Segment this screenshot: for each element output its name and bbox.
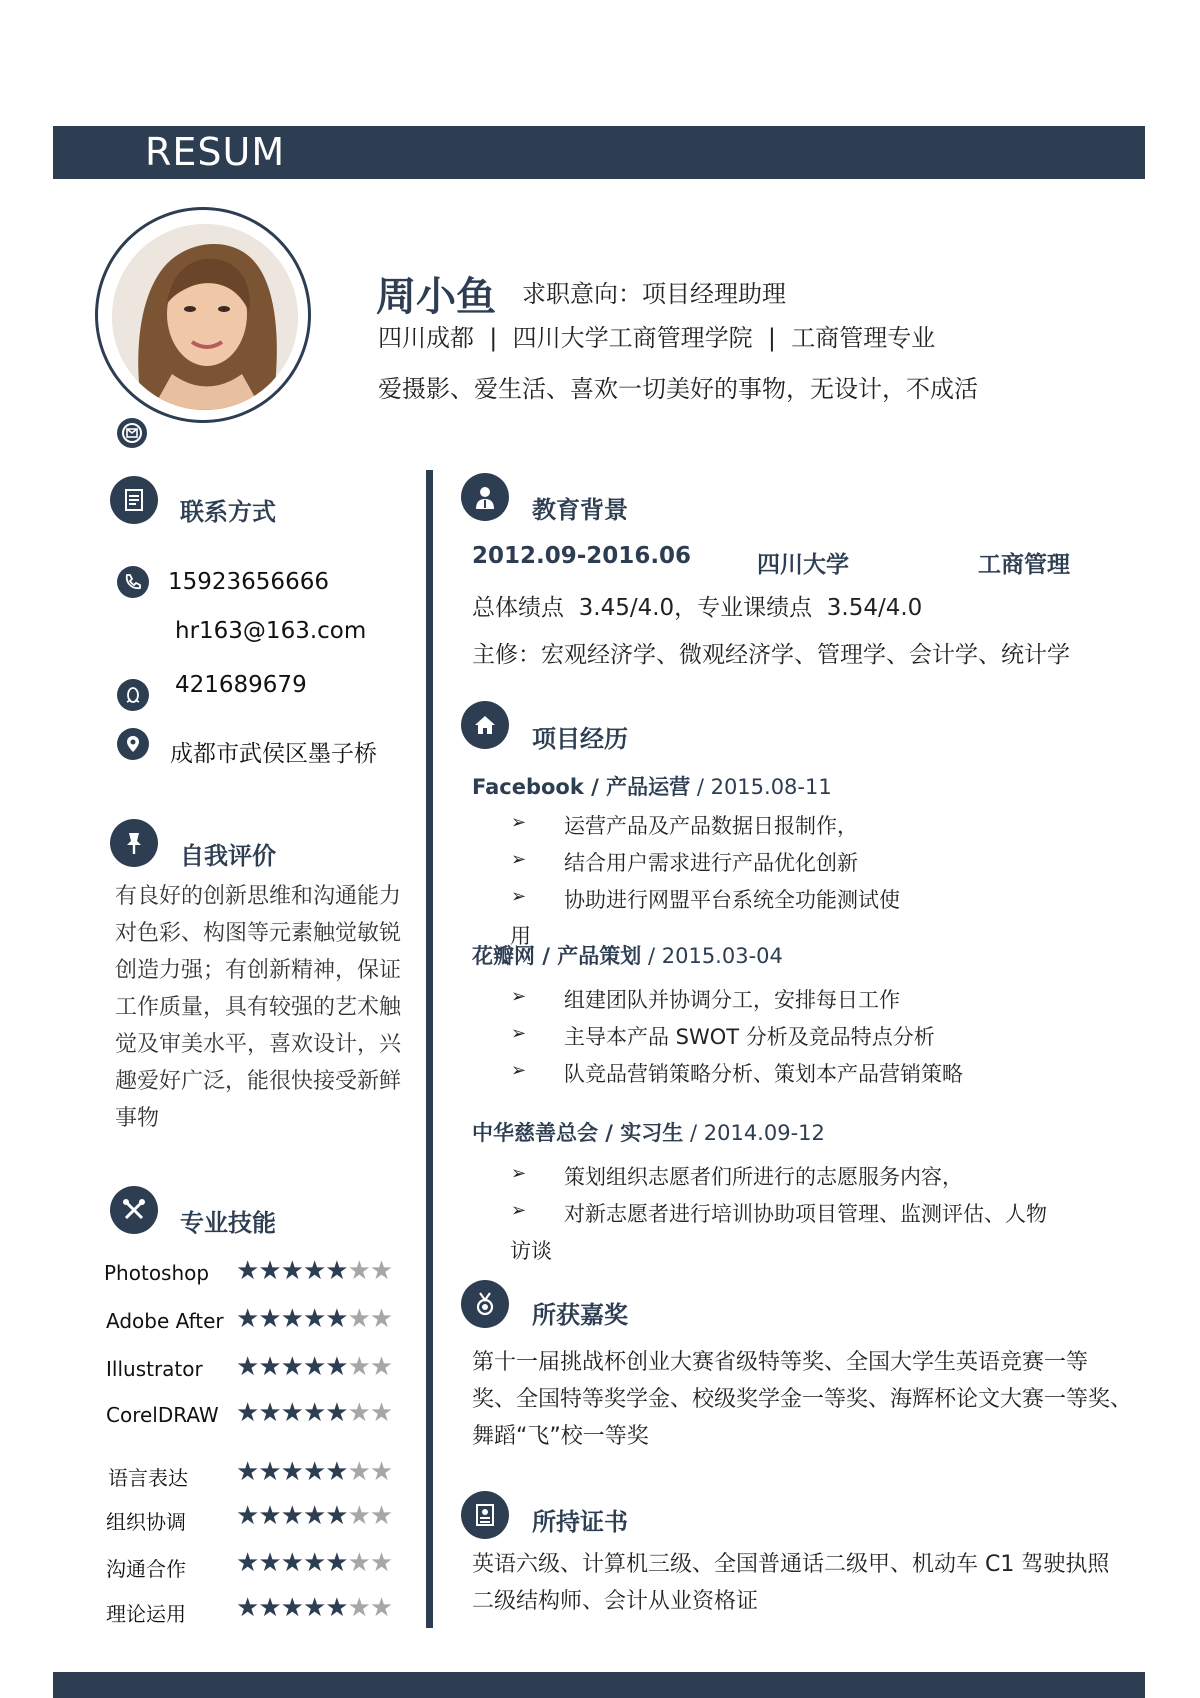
skill-rating xyxy=(236,1503,392,1529)
medal-icon xyxy=(461,1280,509,1328)
arrow-bullet-icon: ➢ xyxy=(511,849,527,870)
star-filled-icon: ★ xyxy=(280,1501,303,1531)
project-date: 2015.08-11 xyxy=(710,775,832,799)
education-period: 2012.09-2016.06 xyxy=(472,543,692,569)
footer-bar xyxy=(53,1672,1145,1698)
project-role: 产品运营 xyxy=(606,775,691,799)
home-icon xyxy=(461,701,509,749)
skill-name: Photoshop xyxy=(104,1261,210,1285)
project-date: 2014.09-12 xyxy=(703,1121,825,1145)
project-org: 花瓣网 xyxy=(472,944,535,968)
star-filled-icon: ★ xyxy=(236,1593,259,1623)
project-bullet: 主导本产品 SWOT 分析及竞品特点分析 xyxy=(564,1025,935,1049)
address: 成都市武侯区墨子桥 xyxy=(170,741,377,767)
star-filled-icon: ★ xyxy=(302,1256,326,1286)
star-filled-icon: ★ xyxy=(302,1457,326,1487)
star-filled-icon: ★ xyxy=(302,1501,326,1531)
education-school: 四川大学 xyxy=(757,552,849,578)
star-filled-icon: ★ xyxy=(280,1548,303,1578)
section-title-self-eval: 自我评价 xyxy=(180,842,276,870)
section-title-contact: 联系方式 xyxy=(180,498,276,526)
star-filled-icon: ★ xyxy=(258,1457,281,1487)
skill-rating xyxy=(236,1595,392,1621)
skill-rating xyxy=(236,1400,392,1426)
star-filled-icon: ★ xyxy=(302,1398,326,1428)
certificate-line: 英语六级、计算机三级、全国普通话二级甲、机动车 C1 驾驶执照 xyxy=(472,1552,1110,1577)
star-filled-icon: ★ xyxy=(302,1548,326,1578)
star-empty-icon: ★ xyxy=(347,1352,370,1382)
star-empty-icon: ★ xyxy=(369,1457,393,1487)
awards-line: 第十一届挑战杯创业大赛省级特等奖、全国大学生英语竞赛一等 xyxy=(472,1350,1089,1375)
candidate-name: 周小鱼 xyxy=(376,274,496,320)
phone-number: 15923656666 xyxy=(168,569,329,595)
job-intent: 求职意向：项目经理助理 xyxy=(522,280,786,308)
arrow-bullet-icon: ➢ xyxy=(511,1163,527,1184)
penguin-icon xyxy=(117,679,149,711)
column-divider xyxy=(426,470,433,1628)
star-filled-icon: ★ xyxy=(325,1352,348,1382)
location-pin-icon xyxy=(117,728,149,760)
star-filled-icon: ★ xyxy=(302,1304,326,1334)
project-bullet: 对新志愿者进行培训协助项目管理、监测评估、人物 xyxy=(564,1202,1047,1226)
star-filled-icon: ★ xyxy=(258,1256,281,1286)
star-empty-icon: ★ xyxy=(347,1304,370,1334)
certificate-icon xyxy=(461,1491,509,1539)
major: 工商管理专业 xyxy=(791,324,936,352)
self-eval-text: 有良好的创新思维和沟通能力对色彩、构图等元素触觉敏锐创造力强；有创新精神，保证工作质量，具有较强的艺术触觉及审美水平，喜欢设计，兴趣爱好广泛，能很快接受新鲜事物 xyxy=(115,884,402,1131)
star-filled-icon: ★ xyxy=(280,1593,303,1623)
star-filled-icon: ★ xyxy=(325,1457,348,1487)
project-bullet: 协助进行网盟平台系统全功能测试使 xyxy=(564,888,900,912)
awards-line: 舞蹈“飞”校一等奖 xyxy=(472,1424,649,1449)
section-title-projects: 项目经历 xyxy=(532,725,628,753)
project-header: 中华慈善总会 / 实习生 / 2014.09-12 xyxy=(472,1121,825,1145)
email-address: hr163@163.com xyxy=(175,618,367,644)
skill-rating xyxy=(236,1354,392,1380)
star-filled-icon: ★ xyxy=(258,1593,281,1623)
pin-icon xyxy=(110,819,158,867)
skill-rating xyxy=(236,1258,392,1284)
qq-number: 421689679 xyxy=(175,672,307,698)
project-header: Facebook / 产品运营 / 2015.08-11 xyxy=(472,775,832,799)
tools-icon xyxy=(110,1186,158,1234)
project-role: 产品策划 xyxy=(557,944,642,968)
mail-icon xyxy=(117,418,147,448)
certificate-line: 二级结构师、会计从业资格证 xyxy=(472,1589,759,1614)
star-empty-icon: ★ xyxy=(347,1548,370,1578)
header-title: RESUM xyxy=(145,130,286,174)
education-courses: 主修：宏观经济学、微观经济学、管理学、会计学、统计学 xyxy=(472,642,1070,668)
skill-name: 组织协调 xyxy=(106,1510,186,1534)
star-empty-icon: ★ xyxy=(347,1501,370,1531)
motto: 爱摄影、爱生活、喜欢一切美好的事物，无设计，不成活 xyxy=(378,375,978,403)
star-empty-icon: ★ xyxy=(369,1304,393,1334)
star-empty-icon: ★ xyxy=(369,1548,393,1578)
star-empty-icon: ★ xyxy=(369,1398,393,1428)
arrow-bullet-icon: ➢ xyxy=(511,986,527,1007)
project-bullet: 结合用户需求进行产品优化创新 xyxy=(564,851,858,875)
project-bullet: 运营产品及产品数据日报制作， xyxy=(564,814,858,838)
section-title-skills: 专业技能 xyxy=(180,1209,276,1237)
star-filled-icon: ★ xyxy=(302,1593,326,1623)
separator: | xyxy=(767,324,776,352)
separator: | xyxy=(489,324,498,352)
star-filled-icon: ★ xyxy=(325,1593,348,1623)
star-filled-icon: ★ xyxy=(325,1501,348,1531)
section-title-education: 教育背景 xyxy=(532,496,628,524)
arrow-bullet-icon: ➢ xyxy=(511,812,527,833)
project-org: Facebook xyxy=(472,775,584,799)
star-filled-icon: ★ xyxy=(280,1398,303,1428)
project-bullet-overflow: 用 xyxy=(510,924,531,948)
star-empty-icon: ★ xyxy=(347,1593,370,1623)
star-filled-icon: ★ xyxy=(280,1457,303,1487)
skill-rating xyxy=(236,1306,392,1332)
project-header: 花瓣网 / 产品策划 / 2015.03-04 xyxy=(472,944,783,968)
profile-photo xyxy=(112,224,298,410)
notepad-icon xyxy=(110,476,158,524)
location: 四川成都 xyxy=(378,324,474,352)
star-empty-icon: ★ xyxy=(369,1501,393,1531)
star-empty-icon: ★ xyxy=(347,1398,370,1428)
project-bullet: 策划组织志愿者们所进行的志愿服务内容， xyxy=(564,1165,963,1189)
star-filled-icon: ★ xyxy=(236,1548,259,1578)
star-filled-icon: ★ xyxy=(236,1256,259,1286)
star-filled-icon: ★ xyxy=(236,1457,259,1487)
skill-name: 沟通合作 xyxy=(106,1557,186,1581)
star-filled-icon: ★ xyxy=(236,1304,259,1334)
project-org: 中华慈善总会 xyxy=(472,1121,598,1145)
school: 四川大学工商管理学院 xyxy=(512,324,753,352)
arrow-bullet-icon: ➢ xyxy=(511,1023,527,1044)
skill-rating xyxy=(236,1459,392,1485)
star-filled-icon: ★ xyxy=(325,1548,348,1578)
project-bullet: 队竞品营销策略分析、策划本产品营销策略 xyxy=(564,1062,963,1086)
star-empty-icon: ★ xyxy=(347,1256,370,1286)
star-empty-icon: ★ xyxy=(347,1457,370,1487)
star-empty-icon: ★ xyxy=(369,1352,393,1382)
skill-name: Adobe After xyxy=(106,1309,224,1333)
star-filled-icon: ★ xyxy=(258,1304,281,1334)
star-filled-icon: ★ xyxy=(236,1398,259,1428)
section-title-certificates: 所持证书 xyxy=(532,1508,628,1536)
arrow-bullet-icon: ➢ xyxy=(511,1060,527,1081)
education-gpa: 总体绩点 3.45/4.0，专业课绩点 3.54/4.0 xyxy=(472,595,923,621)
skill-rating xyxy=(236,1550,392,1576)
star-filled-icon: ★ xyxy=(280,1304,303,1334)
star-filled-icon: ★ xyxy=(236,1352,259,1382)
star-filled-icon: ★ xyxy=(258,1352,281,1382)
section-title-awards: 所获嘉奖 xyxy=(532,1301,628,1329)
star-filled-icon: ★ xyxy=(302,1352,326,1382)
education-major: 工商管理 xyxy=(978,552,1070,578)
star-filled-icon: ★ xyxy=(236,1501,259,1531)
star-filled-icon: ★ xyxy=(258,1398,281,1428)
skill-name: CorelDRAW xyxy=(106,1403,219,1427)
star-empty-icon: ★ xyxy=(369,1593,393,1623)
star-filled-icon: ★ xyxy=(258,1501,281,1531)
awards-line: 奖、全国特等奖学金、校级奖学金一等奖、海辉杯论文大赛一等奖、 xyxy=(472,1387,1133,1412)
phone-icon xyxy=(117,566,149,598)
project-bullet: 组建团队并协调分工，安排每日工作 xyxy=(564,988,900,1012)
project-date: 2015.03-04 xyxy=(661,944,783,968)
profile-summary-line xyxy=(378,318,935,353)
skill-name: 语言表达 xyxy=(108,1466,188,1490)
project-bullet-overflow: 访谈 xyxy=(510,1239,552,1263)
arrow-bullet-icon: ➢ xyxy=(511,886,527,907)
star-filled-icon: ★ xyxy=(325,1256,348,1286)
project-role: 实习生 xyxy=(620,1121,684,1145)
arrow-bullet-icon: ➢ xyxy=(511,1200,527,1221)
star-filled-icon: ★ xyxy=(280,1352,303,1382)
star-empty-icon: ★ xyxy=(369,1256,393,1286)
star-filled-icon: ★ xyxy=(325,1398,348,1428)
skill-name: 理论运用 xyxy=(106,1602,186,1626)
star-filled-icon: ★ xyxy=(280,1256,303,1286)
star-filled-icon: ★ xyxy=(325,1304,348,1334)
person-icon xyxy=(461,473,509,521)
skill-name: Illustrator xyxy=(106,1357,203,1381)
star-filled-icon: ★ xyxy=(258,1548,281,1578)
